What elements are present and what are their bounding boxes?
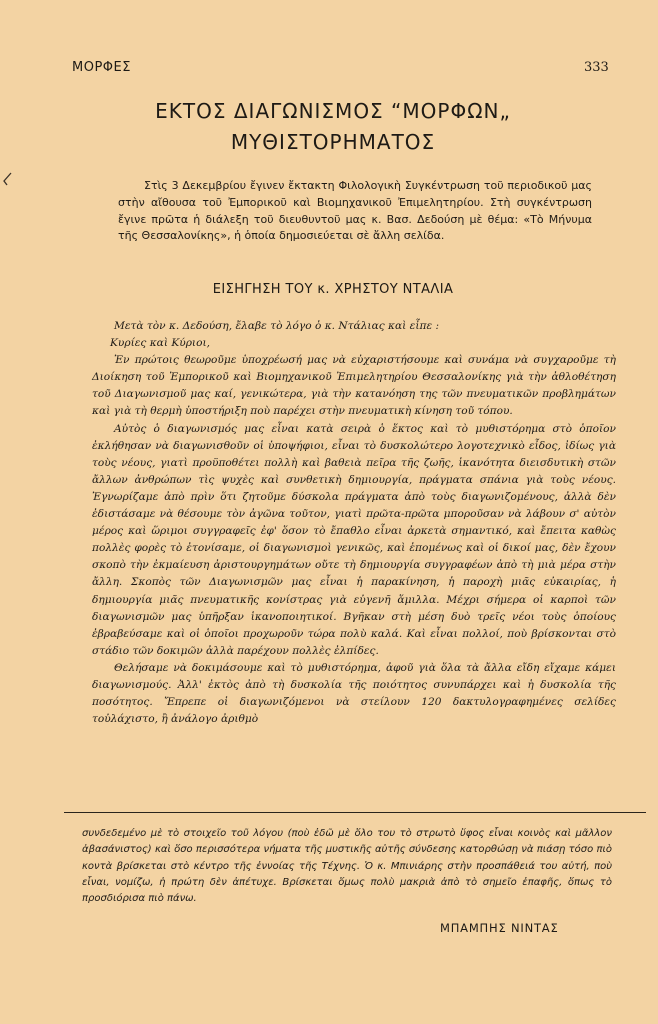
intro-paragraph	[118, 178, 592, 245]
page-number: 333	[584, 60, 609, 75]
speech-body	[92, 318, 616, 728]
speech-opening: Μετὰ τὸν κ. Δεδούση, ἔλαβε τὸ λόγο ὁ κ. Ντάλιας καὶ εἶπε :	[114, 320, 440, 332]
speech-paragraph: Αὐτὸς ὁ διαγωνισμός μας εἶναι κατὰ σειρὰ ὁ ἕκτος καὶ τὸ μυθιστόρημα στὸ ὁποῖον ἐκλήθησαν νὰ διαγωνισθοῦν οἱ ὑποψήφιοι, εἶναι τὸ δυσκολώτερο λογοτεχνικὸ εἶδος, ἰδίως γιὰ τοὺς νέους, γιατὶ προϋποθέτει πολλὴ καὶ βαθειὰ πεῖρα τῆς ζωῆς, ἱκανότητα διεισδυτικὴ στῶν ἄλλων ἀνθρώπων τὶς ψυχὲς καὶ συνθετικὴ δημιουργία, πράγματα σπάνια γιὰ τοὺς νέους. Ἐγνωρίζαμε ἀπὸ πρὶν ὅτι ζητοῦμε δύσκολα πράγματα ἀπὸ τοὺς διαγωνιζομένους, ἀλλὰ δὲν ἐδιστάσαμε νὰ θέσουμε τὸν ἀγῶνα τοῦτον, γιατὶ πρῶτα-πρῶτα μποροῦσαν νὰ λάβουν σ' αὐτὸν μέρος καὶ ὥριμοι συγγραφεῖς ἐφ' ὅσον τὸ ἔπαθλο εἶναι ἀρκετὰ σημαντικό, καὶ ἔπειτα καθὼς πολλὲς φορὲς τὸ ἐτονίσαμε, οἱ διαγωνισμοὶ γενικῶς, καὶ ἑπομένως καὶ οἱ δικοί μας, δὲν ἔχουν σκοπὸ τὴν ἐκμαίευση ἀριστουργημάτων οὔτε τὴ δημιουργία συγγραφέων ἀπὸ τὴ μιὰ μέρα στὴν ἄλλη. Σκοπὸς τῶν Διαγωνισμῶν μας εἶναι ἡ παρακίνηση, ἡ παροχὴ μιᾶς εὐκαιρίας, ἡ δημιουργία μιᾶς πνευματικῆς κονίστρας γιὰ εὐγενῆ ἅμιλλα. Μέχρι σήμερα οἱ καρποὶ τῶν διαγωνισμῶν μας ὑπῆρξαν ἱκανοποιητικοί. Βγῆκαν στὴ μέση δυὸ τρεῖς νέοι τοὺς ὁποίους ἐβραβεύσαμε καὶ οἱ ὁποῖοι προχωροῦν τώρα πολὺ καλά. Καὶ εἶναι πολλοί, ποὺ βρίσκονται στὸ στάδιο τῶν δοκιμῶν ἀλλὰ παρέχουν πολλὲς ἐλπίδες.	[92, 422, 616, 657]
margin-mark-icon	[2, 172, 12, 186]
section-subtitle: ΕΙΣΗΓΗΣΗ ΤΟΥ κ. ΧΡΗΣΤΟΥ ΝΤΑΛΙΑ	[212, 282, 454, 297]
footnote-divider	[64, 812, 646, 813]
article-title-line-2: ΜΥΘΙΣΤΟΡΗΜΑΤΟΣ	[230, 130, 436, 154]
intro-text: Στὶς 3 Δεκεμβρίου ἔγινεν ἔκτακτη Φιλολογικὴ Συγκέντρωση τοῦ περιοδικοῦ μας στὴν αἴθουσα τοῦ Ἐμπορικοῦ καὶ Βιομηχανικοῦ Ἐπιμελητηρίου. Στὴ συγκέντρωση ἔγινε πρῶτα ἡ διάλεξη τοῦ διευθυντοῦ μας κ. Βασ. Δεδούση μὲ θέμα: «Τὸ Μήνυμα τῆς Θεσσαλονίκης», ἡ ὁποία δημοσιεύεται σὲ ἄλλη σελίδα.	[118, 179, 592, 243]
article-title	[60, 96, 606, 158]
speech-paragraph: Θελήσαμε νὰ δοκιμάσουμε καὶ τὸ μυθιστόρημα, ἀφοῦ γιὰ ὅλα τὰ ἄλλα εἴδη εἴχαμε κάμει διαγωνισμούς. Ἀλλ' ἐκτὸς ἀπὸ τὴ δυσκολία τῆς ποιότητος συνυπάρχει καὶ ἡ δυσκολία τῆς ποσότητος. Ἔπρεπε οἱ διαγωνιζόμενοι νὰ στείλουν 120 δακτυλογραφημένες σελίδες τοὐλάχιστο, ἢ ἀνάλογο ἀριθμὸ	[92, 661, 616, 726]
footnote-text: συνδεδεμένο μὲ τὸ στοιχεῖο τοῦ λόγου (ποὺ ἐδῶ μὲ ὅλο του τὸ στρωτὸ ὕφος εἶναι κοινὸς καὶ μᾶλλον ἀβασάνιστος) καὶ ὅσο περισσότερα νήματα τῆς μυστικῆς αὐτῆς σύνδεσης κατορθώσῃ νὰ πιάσῃ τόσο πιὸ κοντὰ βρίσκεται στὸ κέντρο τῆς ἐννοίας τῆς Τέχνης. Ὁ κ. Μπινιάρης στὴν προσπάθειά του αὐτή, ποὺ εἶναι, νομίζω, ἡ πρώτη δὲν ἀπέτυχε. Βρίσκεται ὅμως πολὺ μακριὰ ἀπὸ τὸ σημεῖο ἐπαφῆς, ὅπως τὸ προσδιόρισα πιὸ πάνω.	[82, 828, 612, 905]
speech-salutation: Κυρίες καὶ Κύριοι,	[110, 337, 210, 350]
speech-paragraph: Ἐν πρώτοις θεωροῦμε ὑποχρέωσή μας νὰ εὐχαριστήσουμε καὶ συνάμα νὰ συγχαροῦμε τὴ Διοίκηση τοῦ Ἐμπορικοῦ καὶ Βιομηχανικοῦ Ἐπιμελητηρίου Θεσσαλονίκης γιὰ τὴν ἀθλοθέτηση τοῦ Διαγωνισμοῦ μας καί, γενικώτερα, γιὰ τὴν κατανόηση της τῶν πνευματικῶν προβλημάτων καὶ γιὰ τὴ θερμὴ ὑποστήριξη ποὺ παρέχει στὴν πνευματικὴ κίνηση τοῦ τόπου.	[92, 354, 616, 418]
running-header-journal: ΜΟΡΦΕΣ	[72, 60, 131, 75]
footnote-block	[82, 826, 612, 907]
article-title-line-1: ΕΚΤΟΣ ΔΙΑΓΩΝΙΣΜΟΣ “ΜΟΡΦΩΝ„	[155, 99, 511, 123]
author-signature: ΜΠΑΜΠΗΣ ΝΙΝΤΑΣ	[440, 921, 559, 935]
